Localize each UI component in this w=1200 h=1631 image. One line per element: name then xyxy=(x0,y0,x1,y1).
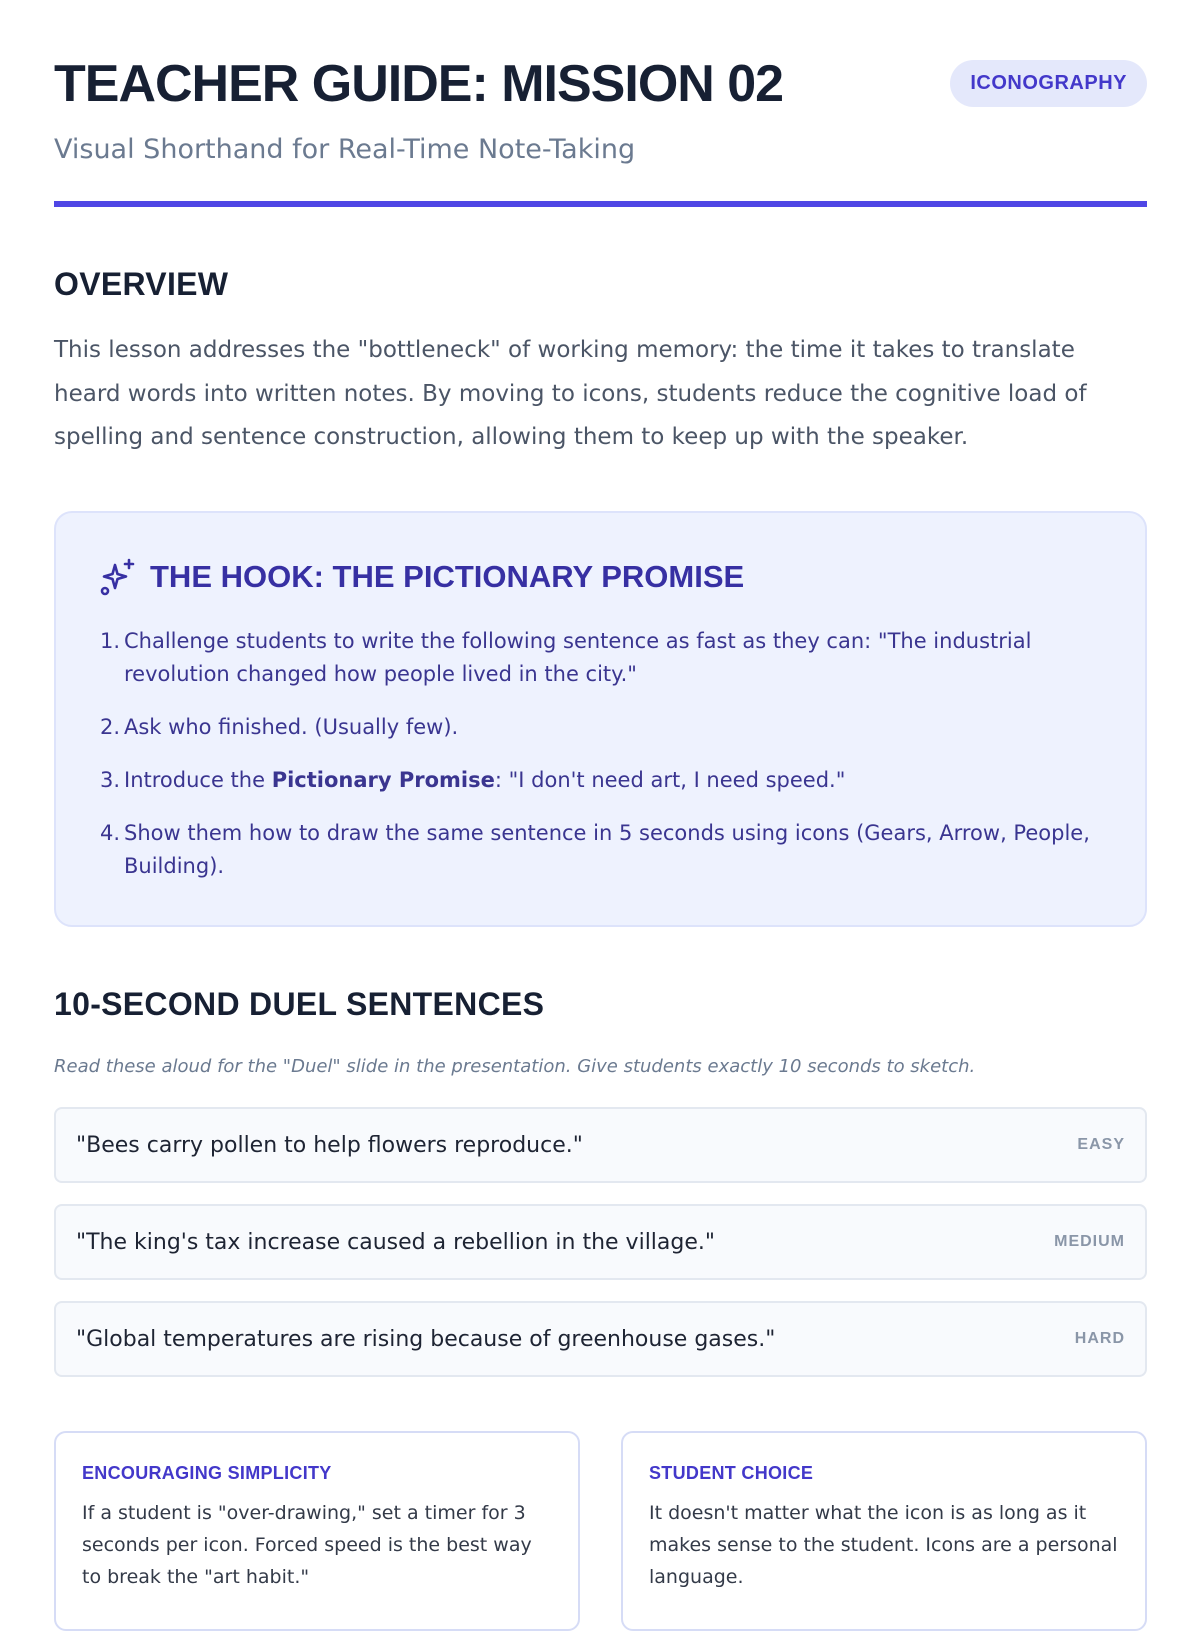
hook-steps-list xyxy=(100,625,1110,903)
duel-sentence: "The king's tax increase caused a rebellion in the village." xyxy=(76,1229,716,1255)
tip-card-text: If a student is "over-drawing," set a timer for 3 seconds per icon. Forced speed is the best way to break the "art habit." xyxy=(82,1502,532,1588)
tip-card-student-choice xyxy=(621,1431,1147,1631)
tip-card-simplicity xyxy=(54,1431,580,1631)
step-text: Show them how to draw the same sentence in 5 seconds using icons (Gears, Arrow, People, Building). xyxy=(124,821,1090,878)
hook-callout xyxy=(54,511,1147,927)
step-text-suffix: : "I don't need art, I need speed." xyxy=(494,768,846,792)
step-number: 4. xyxy=(100,821,121,845)
step-number: 2. xyxy=(100,715,121,739)
tip-card-title: ENCOURAGING SIMPLICITY xyxy=(82,1463,332,1483)
step-text-bold: Pictionary Promise xyxy=(271,768,495,792)
duel-sentence: "Global temperatures are rising because of greenhouse gases." xyxy=(76,1326,776,1352)
duel-sentence-row xyxy=(54,1301,1147,1377)
list-item xyxy=(100,711,1110,744)
step-text: Ask who finished. (Usually few). xyxy=(124,715,459,739)
teacher-guide-page xyxy=(54,0,1147,1588)
difficulty-label: MEDIUM xyxy=(1054,1233,1125,1250)
step-text: Challenge students to write the following sentence as fast as they can: "The industrial revolution changed how people lived in the city." xyxy=(124,629,1032,686)
list-item xyxy=(100,625,1110,691)
hook-header xyxy=(98,555,744,599)
duel-sentence-row xyxy=(54,1107,1147,1183)
duel-sentence-row xyxy=(54,1204,1147,1280)
page-subtitle: Visual Shorthand for Real-Time Note-Taking xyxy=(54,134,636,165)
duel-note: Read these aloud for the "Duel" slide in the presentation. Give students exactly 10 seconds to sketch. xyxy=(54,1056,976,1077)
difficulty-label: HARD xyxy=(1074,1330,1125,1347)
duel-heading: 10-SECOND DUEL SENTENCES xyxy=(54,986,545,1022)
step-text xyxy=(124,764,1110,797)
page-title: TEACHER GUIDE: MISSION 02 xyxy=(54,55,784,113)
overview-text: This lesson addresses the "bottleneck" of working memory: the time it takes to translate heard words into written notes. By moving to icons, students reduce the cognitive load of spelling and sentence construction, allowing them to keep up with the speaker. xyxy=(54,337,1087,450)
sparkle-icon xyxy=(98,557,138,597)
difficulty-label: EASY xyxy=(1077,1136,1125,1153)
hook-title: THE HOOK: THE PICTIONARY PROMISE xyxy=(150,559,745,594)
tip-card-text: It doesn't matter what the icon is as long as it makes sense to the student. Icons are a personal language. xyxy=(649,1502,1118,1588)
topic-badge: ICONOGRAPHY xyxy=(950,60,1147,107)
step-number: 3. xyxy=(100,768,121,792)
duel-sentence: "Bees carry pollen to help flowers reproduce." xyxy=(76,1132,583,1158)
step-number: 1. xyxy=(100,629,121,653)
overview-heading: OVERVIEW xyxy=(54,266,229,302)
page-header xyxy=(54,0,1147,207)
tip-card-title: STUDENT CHOICE xyxy=(649,1463,814,1483)
step-text-prefix: Introduce the xyxy=(124,768,272,792)
list-item xyxy=(100,764,1110,797)
list-item xyxy=(100,817,1110,883)
